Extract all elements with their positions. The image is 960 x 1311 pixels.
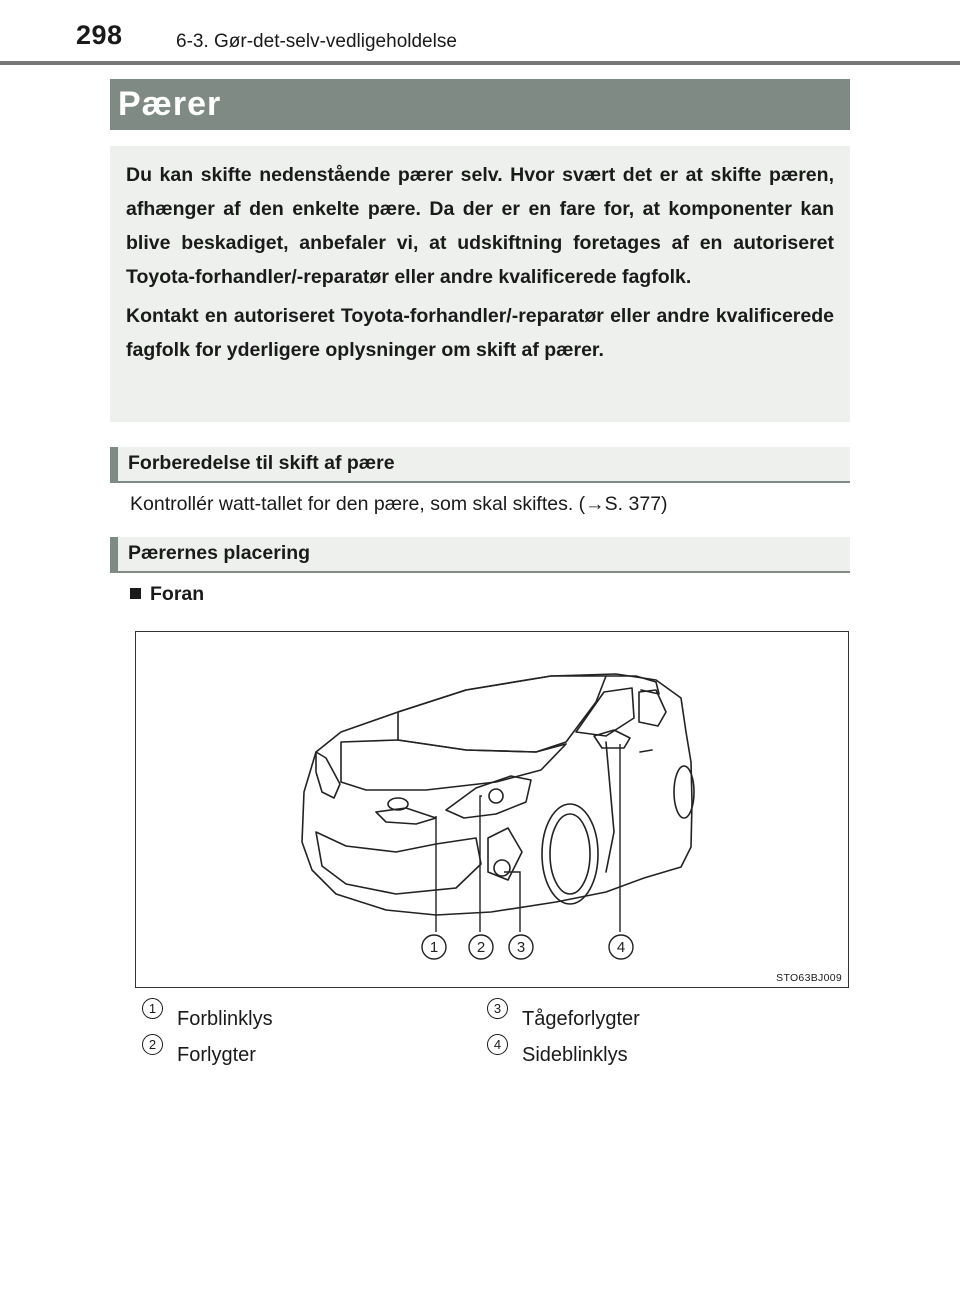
legend-label-3: Tågeforlygter [522, 1008, 640, 1030]
legend-number-1: 1 [142, 998, 163, 1019]
intro-paragraph-2: Kontakt en autoriseret Toyota-forhandler/-reparatør eller andre kvalificerede fagfolk for yderligere oplysninger om skift af pærer. [126, 305, 834, 361]
car-lower-grille [316, 832, 481, 894]
intro-paragraph-1: Du kan skifte nedenstående pærer selv. Hvor svært det er at skifte pæren, afhænger af den enkelte pære. Da der er en fare for, at komponenter kan blive beskadiget, anbefaler vi, at udskiftning foretages af en autoriseret Toyota-forhandler/-reparatør eller andre kvalificerede fagfolk. [126, 164, 834, 288]
figure-code: STO63BJ009 [776, 972, 842, 984]
car-front-side-window [576, 688, 634, 736]
header-divider [0, 61, 960, 65]
legend-item-4 [487, 1037, 628, 1068]
section-header-preparation: Forberedelse til skift af pære [110, 447, 850, 483]
car-illustration-svg [136, 632, 850, 989]
car-front-bumper [376, 808, 436, 824]
page-title: Pærer [110, 79, 850, 130]
callout-label-2: 2 [476, 939, 486, 956]
car-fog-light [494, 860, 510, 876]
square-bullet-icon [130, 588, 141, 599]
preparation-text: Kontrollér watt-tallet for den pære, som skal skiftes. (→S. 377) [130, 493, 668, 515]
legend-item-2 [142, 1037, 256, 1068]
legend-label-1: Forblinklys [177, 1008, 273, 1030]
callout-label-1: 1 [429, 939, 439, 956]
car-badge [388, 798, 408, 810]
legend-number-2: 2 [142, 1034, 163, 1055]
car-headlight-lens [489, 789, 503, 803]
section-header-location: Pærernes placering [110, 537, 850, 573]
chapter-title: 6-3. Gør-det-selv-vedligeholdelse [176, 31, 457, 52]
callout-leader-3 [504, 872, 520, 932]
callout-label-3: 3 [516, 939, 526, 956]
page-number: 298 [76, 20, 123, 50]
legend-label-2: Forlygter [177, 1044, 256, 1066]
car-bonnet [341, 740, 566, 790]
car-rear-side-window [639, 690, 666, 726]
car-front-illustration [135, 631, 849, 988]
callout-label-4: 4 [616, 939, 626, 956]
intro-box [110, 146, 850, 422]
legend-number-3: 3 [487, 998, 508, 1019]
legend-number-4: 4 [487, 1034, 508, 1055]
legend-label-4: Sideblinklys [522, 1044, 628, 1066]
car-front-wheel-inner [550, 814, 590, 894]
front-heading [130, 583, 204, 606]
car-left-headlight [316, 752, 340, 798]
legend-item-3 [487, 1001, 640, 1032]
car-windshield [398, 676, 606, 752]
car-door-handle [640, 750, 652, 752]
front-heading-label: Foran [150, 583, 205, 605]
car-door-line [606, 742, 614, 872]
legend-item-1 [142, 1001, 273, 1032]
